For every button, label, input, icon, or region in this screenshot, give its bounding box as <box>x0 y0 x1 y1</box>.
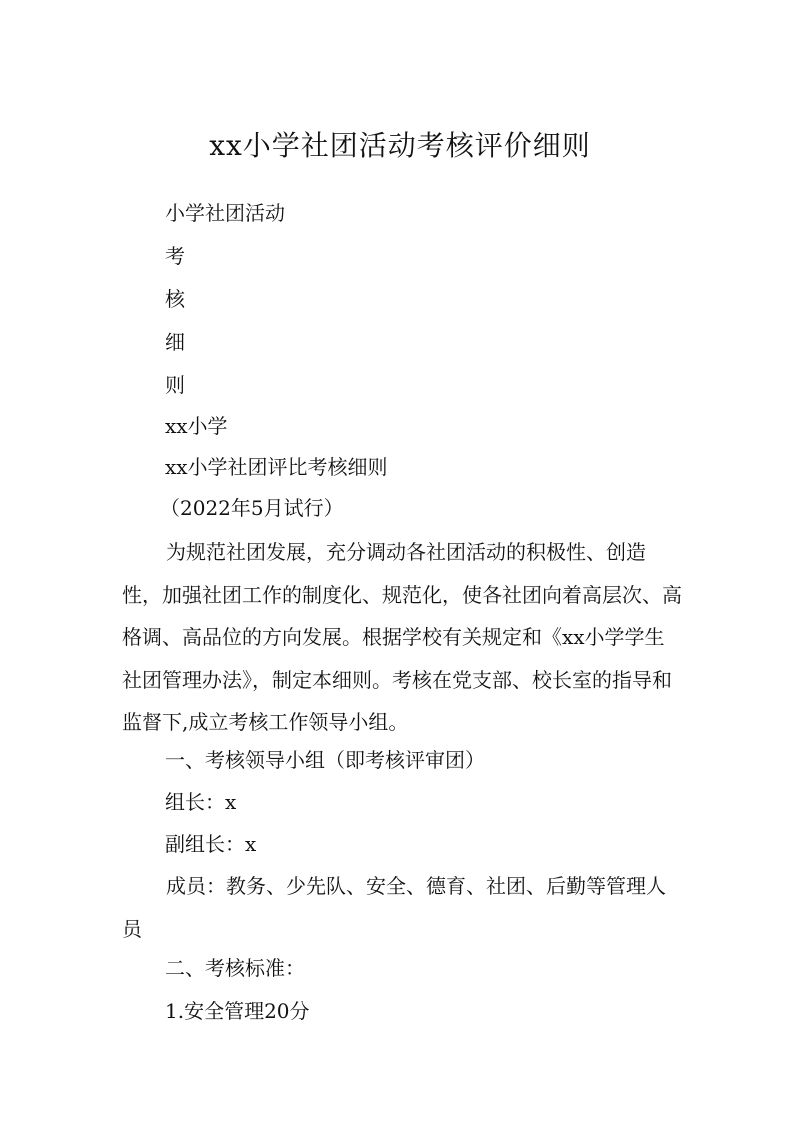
deputy-leader-line: 副组长：x <box>165 832 257 856</box>
vertical-char-xi: 细 <box>165 330 185 354</box>
vertical-char-he: 核 <box>165 287 185 311</box>
vertical-char-ze: 则 <box>165 373 185 397</box>
document-title: xx小学社团活动考核评价细则 <box>209 129 591 162</box>
intro-paragraph <box>122 531 682 744</box>
subtitle-line: 小学社团活动 <box>165 201 285 225</box>
vertical-char-kao: 考 <box>165 244 185 268</box>
item1-line: 1.安全管理20分 <box>165 999 310 1023</box>
school-name: xx小学 <box>165 414 228 438</box>
intro-paragraph-text: 为规范社团发展，充分调动各社团活动的积极性、创造性，加强社团工作的制度化、规范化，使各社团向着高层次、高格调、高品位的方向发展。根据学校有关规定和《xx小学学生社团管理办法》，制定本细则。考核在党支部、校长室的指导和监督下,成立考核工作领导小组。 <box>122 540 682 734</box>
trial-date: （2022年5月试行） <box>160 496 344 520</box>
section2-heading: 二、考核标准： <box>165 956 305 980</box>
leader-line: 组长：x <box>165 790 237 814</box>
members-text: 成员：教务、少先队、安全、德育、社团、后勤等管理人员 <box>122 874 666 941</box>
rules-name: xx小学社团评比考核细则 <box>165 455 388 479</box>
section1-heading: 一、考核领导小组（即考核评审团） <box>165 748 485 772</box>
members-paragraph <box>122 865 682 950</box>
